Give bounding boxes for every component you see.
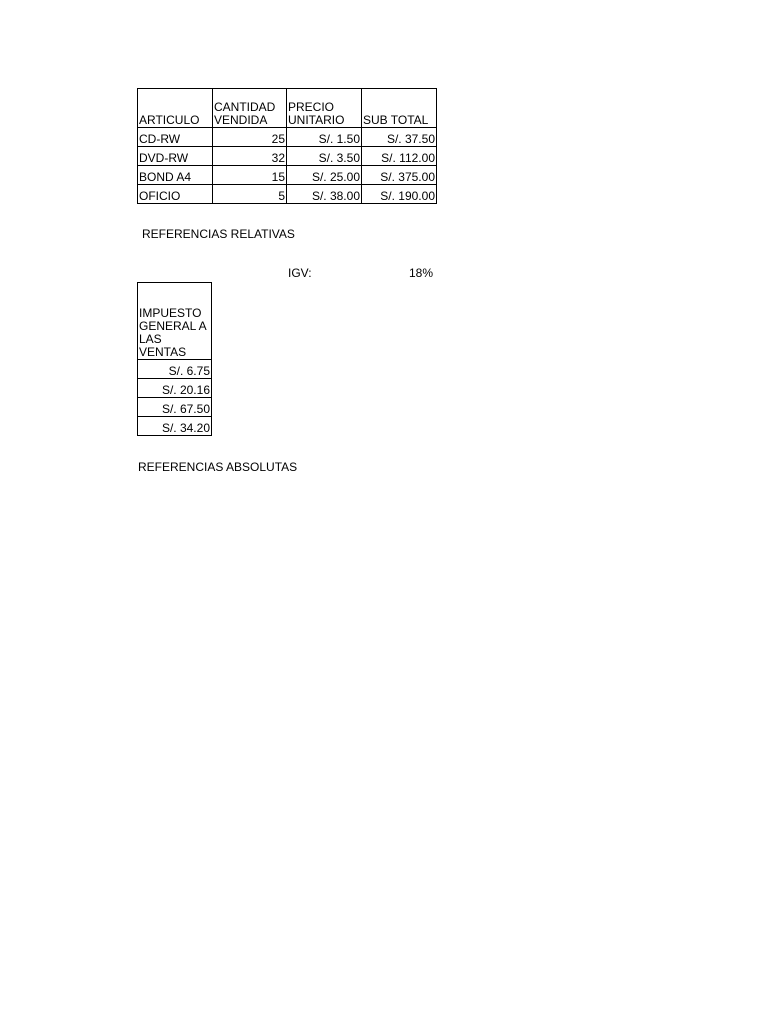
cell-subtotal: S/. 190.00 <box>362 185 437 204</box>
table-row <box>138 360 212 379</box>
header-impuesto: IMPUESTO GENERAL A LAS VENTAS <box>138 283 212 360</box>
cell-articulo: DVD-RW <box>138 147 213 166</box>
table-row <box>138 417 212 436</box>
table-header-row <box>138 89 437 128</box>
table-header-row <box>138 283 212 360</box>
table-row <box>138 379 212 398</box>
table-row <box>138 398 212 417</box>
table-row <box>138 147 437 166</box>
cell-articulo: BOND A4 <box>138 166 213 185</box>
cell-subtotal: S/. 112.00 <box>362 147 437 166</box>
header-precio-unitario: PRECIO UNITARIO <box>287 89 362 128</box>
cell-precio: S/. 38.00 <box>287 185 362 204</box>
relative-references-label: REFERENCIAS RELATIVAS <box>142 227 295 241</box>
cell-cantidad: 25 <box>213 128 287 147</box>
cell-impuesto: S/. 20.16 <box>138 379 212 398</box>
cell-impuesto: S/. 34.20 <box>138 417 212 436</box>
cell-impuesto: S/. 6.75 <box>138 360 212 379</box>
igv-label: IGV: <box>288 266 312 280</box>
cell-cantidad: 5 <box>213 185 287 204</box>
table-row <box>138 128 437 147</box>
cell-subtotal: S/. 375.00 <box>362 166 437 185</box>
cell-impuesto: S/. 67.50 <box>138 398 212 417</box>
sales-table <box>137 88 437 204</box>
cell-articulo: OFICIO <box>138 185 213 204</box>
cell-precio: S/. 3.50 <box>287 147 362 166</box>
cell-subtotal: S/. 37.50 <box>362 128 437 147</box>
header-cantidad-vendida: CANTIDAD VENDIDA <box>213 89 287 128</box>
tax-table <box>137 282 212 436</box>
cell-articulo: CD-RW <box>138 128 213 147</box>
cell-precio: S/. 1.50 <box>287 128 362 147</box>
table-row <box>138 166 437 185</box>
cell-cantidad: 32 <box>213 147 287 166</box>
header-articulo: ARTICULO <box>138 89 213 128</box>
absolute-references-label: REFERENCIAS ABSOLUTAS <box>138 460 298 474</box>
table-row <box>138 185 437 204</box>
header-sub-total: SUB TOTAL <box>362 89 437 128</box>
cell-cantidad: 15 <box>213 166 287 185</box>
igv-value: 18% <box>408 266 433 280</box>
cell-precio: S/. 25.00 <box>287 166 362 185</box>
